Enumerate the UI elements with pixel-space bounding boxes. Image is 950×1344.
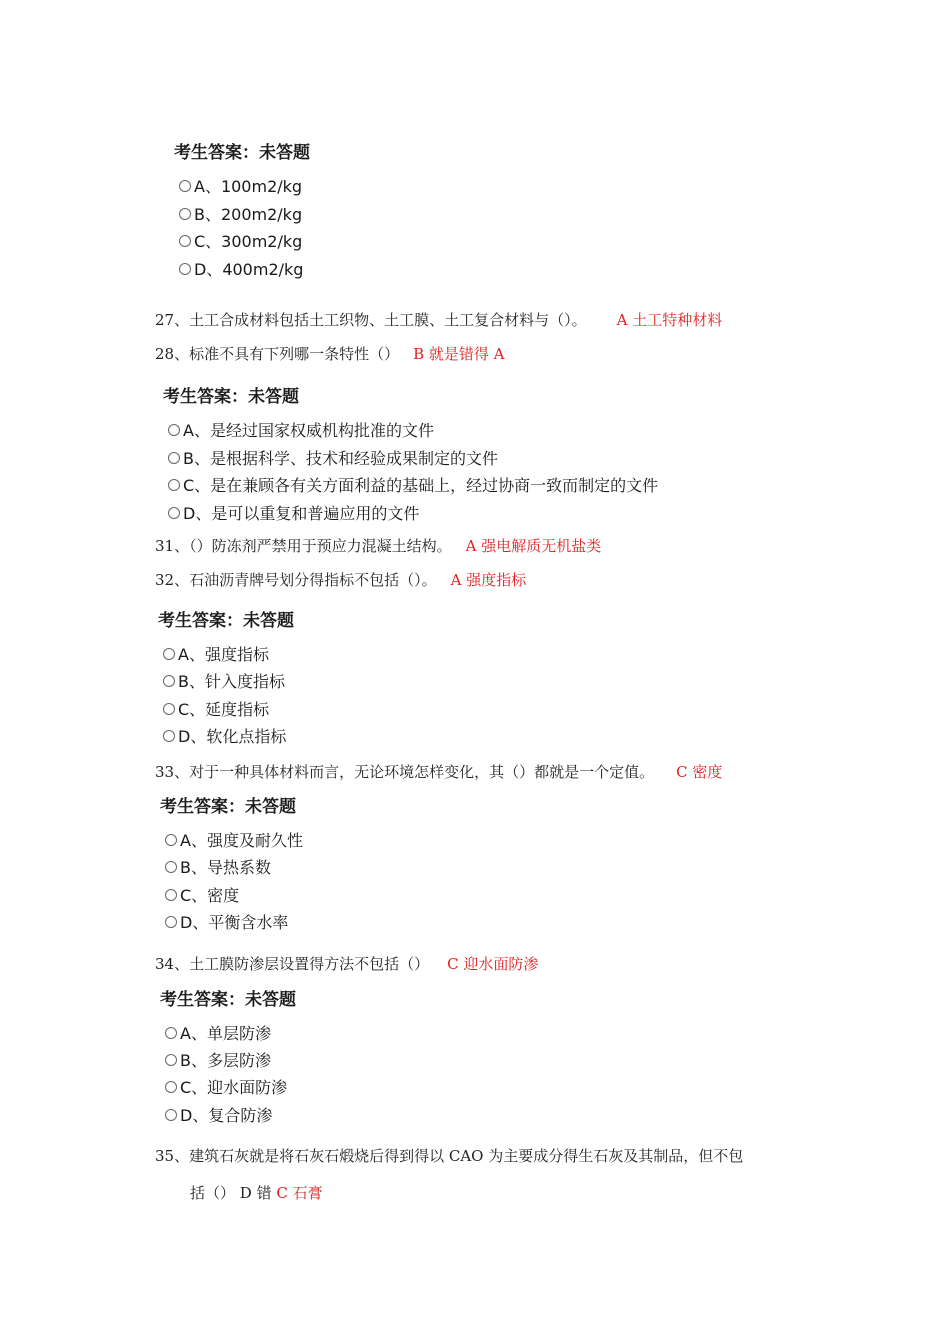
question-text: 31、（）防冻剂严禁用于预应力混凝土结构。	[155, 537, 452, 555]
question-31	[155, 535, 601, 556]
option-c[interactable]: C、是在兼顾各有关方面利益的基础上，经过协商一致而制定的文件	[168, 473, 658, 496]
option-d[interactable]: D、是可以重复和普遍应用的文件	[168, 501, 419, 524]
radio-icon[interactable]	[163, 703, 175, 715]
answer-key: A 强度指标	[450, 571, 527, 589]
answer-key: C 迎水面防渗	[447, 955, 539, 973]
option-d[interactable]: D、软化点指标	[163, 724, 286, 747]
radio-icon[interactable]	[168, 507, 180, 519]
radio-icon[interactable]	[163, 675, 175, 687]
answer-key: A 土工特种材料	[616, 311, 723, 329]
student-answer-label: 考生答案：未答题	[158, 611, 294, 631]
radio-icon[interactable]	[179, 235, 191, 247]
radio-icon[interactable]	[163, 648, 175, 660]
option-b[interactable]: B、导热系数	[165, 855, 271, 878]
question-text: 28、标准不具有下列哪一条特性（）	[155, 345, 400, 363]
answer-key: B 就是错得 A	[413, 345, 505, 363]
question-text: 33、对于一种具体材料而言，无论环境怎样变化，其（）都就是一个定值。	[155, 763, 655, 781]
radio-icon[interactable]	[165, 834, 177, 846]
option-c[interactable]: C、密度	[165, 883, 239, 906]
answer-key: C 石膏	[276, 1184, 323, 1202]
radio-icon[interactable]	[163, 730, 175, 742]
question-text: 27、土工合成材料包括土工织物、土工膜、土工复合材料与（）。	[155, 311, 587, 329]
radio-icon[interactable]	[165, 1054, 177, 1066]
answer-key: A 强电解质无机盐类	[465, 537, 602, 555]
question-27	[155, 309, 722, 330]
option-c[interactable]: C、迎水面防渗	[165, 1075, 287, 1098]
option-b[interactable]: B、是根据科学、技术和经验成果制定的文件	[168, 446, 498, 469]
answer-key: C 密度	[676, 763, 723, 781]
radio-icon[interactable]	[168, 452, 180, 464]
option-d[interactable]: D、平衡含水率	[165, 910, 288, 933]
radio-icon[interactable]	[165, 1081, 177, 1093]
option-a[interactable]: A、单层防渗	[165, 1021, 271, 1044]
radio-icon[interactable]	[165, 1027, 177, 1039]
option-b[interactable]: B、多层防渗	[165, 1048, 271, 1071]
question-35-line-1: 35、建筑石灰就是将石灰石煅烧后得到得以 CAO 为主要成分得生石灰及其制品，但不包	[155, 1147, 744, 1165]
question-34	[155, 953, 538, 974]
option-d[interactable]: D、复合防渗	[165, 1103, 272, 1126]
option-a[interactable]: A、100m2/kg	[179, 174, 302, 197]
question-text: 32、石油沥青牌号划分得指标不包括（）。	[155, 571, 437, 589]
option-c[interactable]: C、300m2/kg	[179, 229, 302, 252]
question-text: 括（） D 错	[190, 1184, 277, 1202]
option-a[interactable]: A、是经过国家权威机构批准的文件	[168, 418, 434, 441]
question-28	[155, 343, 505, 364]
student-answer-label: 考生答案：未答题	[163, 387, 299, 407]
question-35-line-2	[190, 1182, 323, 1203]
option-a[interactable]: A、强度指标	[163, 642, 269, 665]
student-answer-label: 考生答案：未答题	[174, 143, 310, 163]
radio-icon[interactable]	[168, 424, 180, 436]
radio-icon[interactable]	[179, 208, 191, 220]
option-b[interactable]: B、针入度指标	[163, 669, 285, 692]
option-c[interactable]: C、延度指标	[163, 697, 269, 720]
radio-icon[interactable]	[165, 889, 177, 901]
option-b[interactable]: B、200m2/kg	[179, 202, 302, 225]
radio-icon[interactable]	[179, 263, 191, 275]
radio-icon[interactable]	[165, 916, 177, 928]
option-a[interactable]: A、强度及耐久性	[165, 828, 303, 851]
radio-icon[interactable]	[165, 861, 177, 873]
radio-icon[interactable]	[168, 479, 180, 491]
radio-icon[interactable]	[165, 1109, 177, 1121]
option-d[interactable]: D、400m2/kg	[179, 257, 303, 280]
question-text: 34、土工膜防渗层设置得方法不包括（）	[155, 955, 430, 973]
student-answer-label: 考生答案：未答题	[160, 990, 296, 1010]
radio-icon[interactable]	[179, 180, 191, 192]
question-32	[155, 569, 526, 590]
question-33	[155, 761, 722, 782]
student-answer-label: 考生答案：未答题	[160, 797, 296, 817]
